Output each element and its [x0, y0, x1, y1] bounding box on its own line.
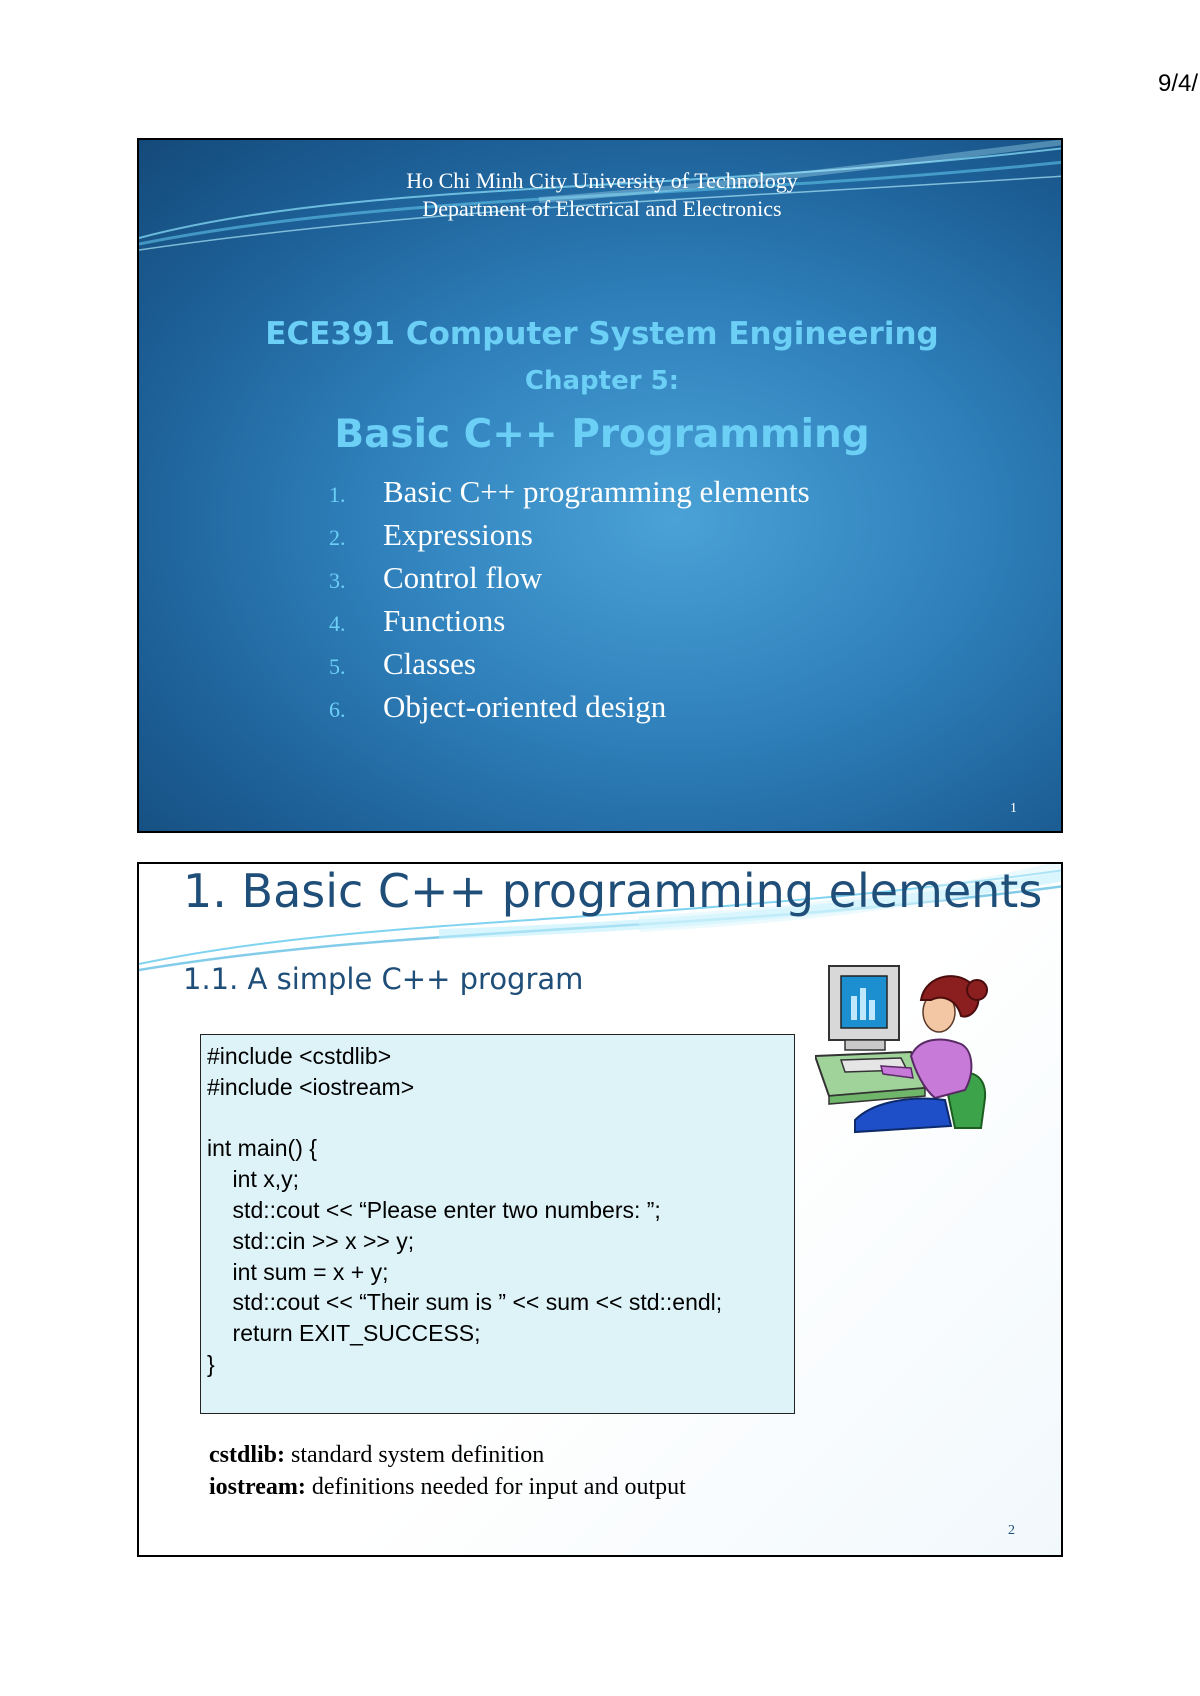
- outline-number: 2.: [329, 525, 346, 550]
- slide-number: 1: [1010, 801, 1017, 816]
- outline-label: Basic C++ programming elements: [383, 474, 810, 509]
- outline-item: [329, 556, 810, 599]
- outline-item: [329, 599, 810, 642]
- note-line: [209, 1474, 1009, 1501]
- chapter-title: Basic C++ Programming: [334, 412, 870, 457]
- note-term: iostream:: [209, 1474, 306, 1500]
- note-text: definitions needed for input and output: [305, 1474, 686, 1500]
- section-heading: 1.1. A simple C++ program: [183, 962, 584, 996]
- outline-item: [329, 642, 810, 685]
- outline-label: Expressions: [383, 517, 533, 552]
- outline-number: 5.: [329, 654, 346, 679]
- slide-1: [137, 138, 1063, 833]
- outline-label: Classes: [383, 646, 476, 681]
- code-block: [200, 1034, 795, 1414]
- university-name: Ho Chi Minh City University of Technology: [406, 168, 798, 193]
- note-text: standard system definition: [285, 1442, 545, 1468]
- outline-label: Object-oriented design: [383, 689, 667, 724]
- slide-number: 2: [1008, 1523, 1015, 1538]
- outline-number: 1.: [329, 482, 346, 507]
- department-name: Department of Electrical and Electronics: [422, 196, 782, 221]
- outline-label: Control flow: [383, 560, 543, 595]
- outline-item: [329, 470, 810, 513]
- outline-label: Functions: [383, 603, 506, 638]
- person-at-computer-icon: [815, 960, 1003, 1142]
- outline-number: 6.: [329, 697, 346, 722]
- outline-number: 3.: [329, 568, 346, 593]
- outline-item: [329, 685, 810, 728]
- code-text: #include <cstdlib> #include <iostream> int main() { int x,y; std::cout << “Please enter two numbers: ”; std::cin >> x >> y; int sum = x + y; std::cout << “Their sum is ” << sum << std::endl; return EXIT_SUCCESS; }: [207, 1043, 723, 1377]
- note-line: [209, 1442, 1009, 1469]
- note-term: cstdlib:: [209, 1442, 286, 1468]
- slide-title: 1. Basic C++ programming elements: [183, 864, 1043, 918]
- chapter-label: Chapter 5:: [524, 366, 680, 396]
- course-title: ECE391 Computer System Engineering: [265, 316, 939, 352]
- chapter-outline: [329, 470, 810, 728]
- slide-2: [137, 862, 1063, 1557]
- page-date: 9/4/: [1158, 70, 1199, 97]
- outline-number: 4.: [329, 611, 346, 636]
- outline-item: [329, 513, 810, 556]
